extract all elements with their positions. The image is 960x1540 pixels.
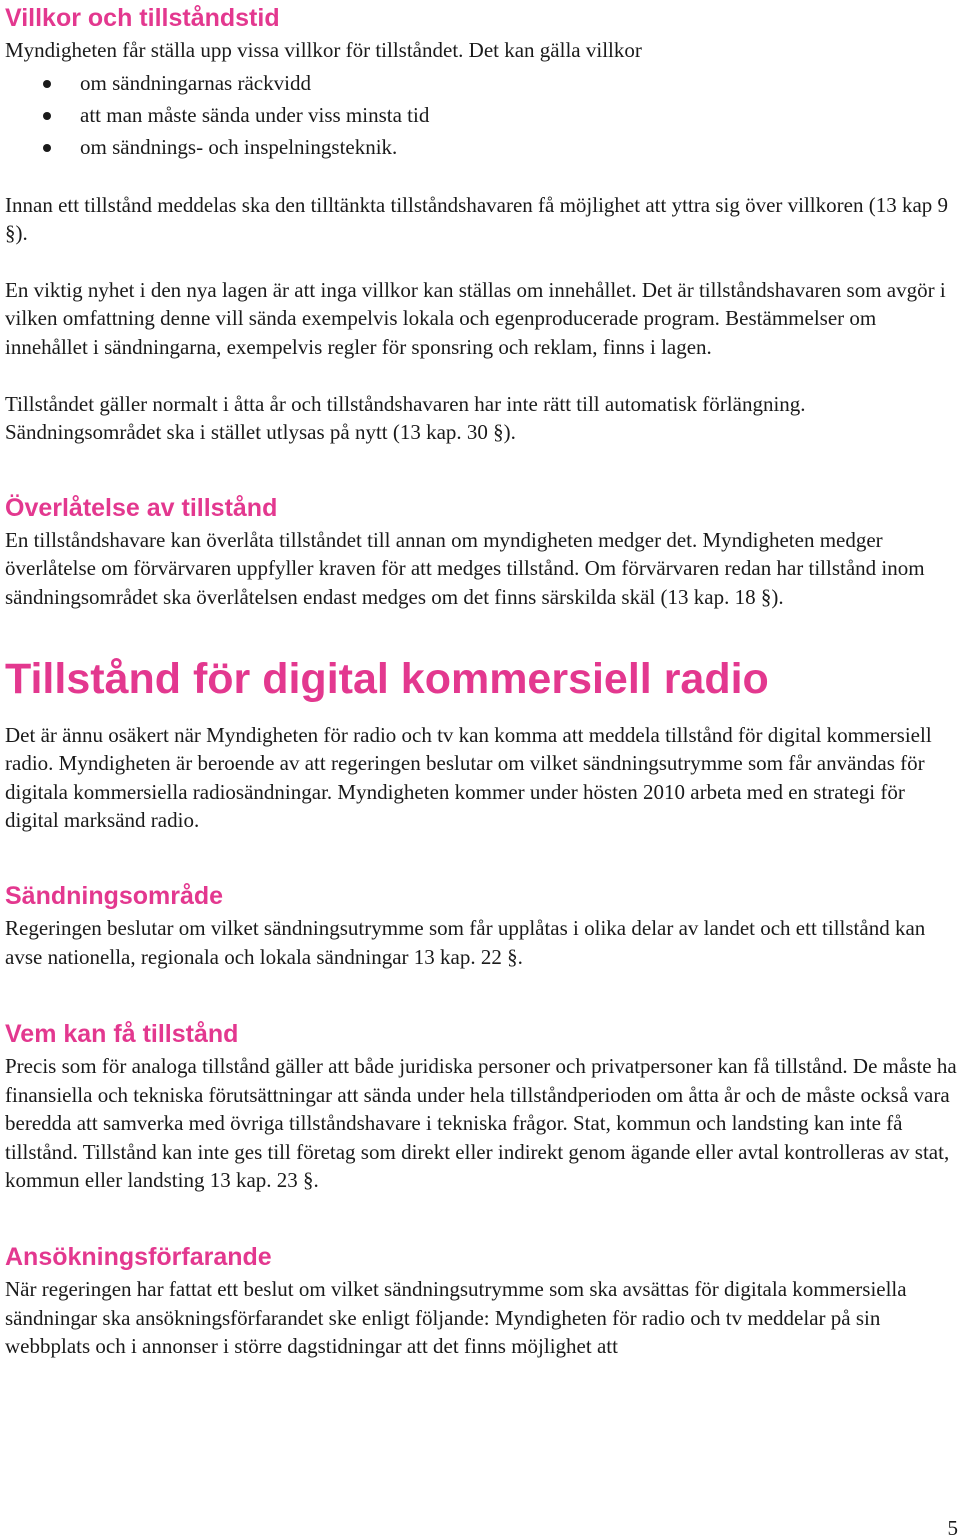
villkor-paragraph-2: Innan ett tillstånd meddelas ska den tilltänkta tillståndshavaren få möjlighet att yttra sig över villkoren (13 kap 9 §).: [5, 192, 949, 246]
ansokning-paragraph: När regeringen har fattat ett beslut om vilket sändningsutrymme som ska avsättas för digitala kommersiella sändningar ska ansökningsförfarandet ske enligt följande: Myndigheten för radio och tv meddelar på sin webbplats och i annonser i större dagstidningar att det finns möjlighet att: [5, 1277, 907, 1359]
vem-paragraph: Precis som för analoga tillstånd gäller att både juridiska personer och privatpersoner kan få tillstånd. De måste ha finansiella och tekniska förutsättningar att sända under hela tillståndperioden om åtta år och de måste också vara beredda att samverka med övriga tillståndshavare i tekniska frågor. Stat, kommun och landsting kan inte få tillstånd. Tillstånd kan inte ges till företag som direkt eller indirekt genom ägande eller avtal kontrolleras av stat, kommun eller landsting 13 kap. 23 §.: [5, 1054, 957, 1193]
heading-villkor: Villkor och tillståndstid: [5, 4, 280, 32]
villkor-paragraph-4: Tillståndet gäller normalt i åtta år och tillståndshavaren har inte rätt till automatisk förlängning. Sändningsområdet ska i stället utlysas på nytt (13 kap. 30 §).: [5, 391, 806, 445]
villkor-list: [5, 67, 957, 163]
heading-ansokning: Ansökningsförfarande: [5, 1243, 272, 1272]
overlatelse-paragraph: En tillståndshavare kan överlåta tillståndet till annan om myndigheten medger det. Myndigheten medger överlåtelse om förvärvaren uppfyller kraven för att medges tillstånd. Om förvärvaren redan har tillstånd inom sändningsområdet ska överlåtelsen endast medges om det finns särskilda skäl (13 kap. 18 §).: [5, 527, 925, 609]
document-page: [5, 0, 957, 1361]
villkor-paragraph-3: En viktig nyhet i den nya lagen är att inga villkor kan ställas om innehållet. Det är tillståndshavaren som avgör i vilken omfattning denne vill sända exempelvis lokala och egenproducerade program. Bestämmelser om innehållet i sändningarna, exempelvis regler för sponsring och reklam, finns i lagen.: [5, 277, 946, 359]
heading-overlatelse: Överlåtelse av tillstånd: [5, 493, 278, 522]
heading-vem: Vem kan få tillstånd: [5, 1020, 239, 1049]
page-number: 5: [947, 1516, 958, 1540]
heading-sandningsomrade: Sändningsområde: [5, 881, 224, 910]
digital-paragraph: Det är ännu osäkert när Myndigheten för radio och tv kan komma att meddela tillstånd för digital kommersiell radio. Myndigheten är beroende av att regeringen beslutar om vilket sändningsutrymme som får användas för digitala kommersiella radiosändningar. Myndigheten kommer under hösten 2010 arbeta med en strategi för digital marksänd radio.: [5, 722, 932, 833]
list-item: att man måste sända under viss minsta tid: [5, 99, 957, 131]
sandningsomrade-paragraph: Regeringen beslutar om vilket sändningsutrymme som får upplåtas i olika delar av landet och ett tillstånd kan avse nationella, regionala och lokala sändningar 13 kap. 22 §.: [5, 915, 926, 969]
heading-digital-radio: Tillstånd för digital kommersiell radio: [5, 654, 769, 703]
list-item: om sändningarnas räckvidd: [5, 67, 957, 99]
list-item: om sändnings- och inspelningsteknik.: [5, 131, 957, 163]
villkor-intro: Myndigheten får ställa upp vissa villkor för tillståndet. Det kan gälla villkor: [5, 38, 642, 62]
